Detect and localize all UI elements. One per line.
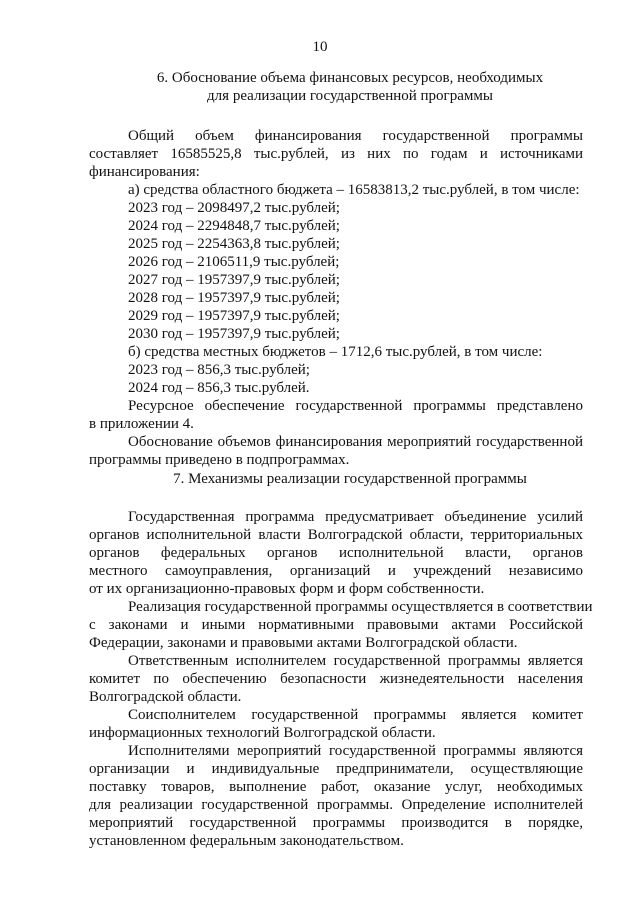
text-line: 2029 год – 1957397,9 тыс.рублей; [128, 308, 340, 324]
text-line: 2023 год – 856,3 тыс.рублей; [128, 362, 310, 378]
text-line: финансирования: [89, 164, 200, 180]
text-line: комитет по обеспечению безопасности жизнедеятельности населения [89, 671, 583, 687]
text-line: поставку товаров, выполнение работ, оказание услуг, необходимых [89, 779, 583, 795]
text-line: органов исполнительной власти Волгоградской области, территориальных [89, 527, 583, 543]
text-line: а) средства областного бюджета – 16583813,2 тыс.рублей, в том числе: [128, 182, 580, 198]
text-line: 2026 год – 2106511,9 тыс.рублей; [128, 254, 340, 270]
text-line: Волгоградской области. [89, 689, 242, 705]
text-line: б) средства местных бюджетов – 1712,6 тыс.рублей, в том числе: [128, 344, 543, 360]
text-line: 2023 год – 2098497,2 тыс.рублей; [128, 200, 340, 216]
text-line: составляет 16585525,8 тыс.рублей, из них по годам и источниками [89, 146, 583, 162]
text-line: Соисполнителем государственной программы является комитет [128, 707, 583, 723]
text-line: от их организационно-правовых форм и форм собственности. [89, 581, 485, 597]
section-7-heading: 7. Механизмы реализации государственной программы [173, 471, 527, 487]
section-6-heading-line-1: 6. Обоснование объема финансовых ресурсов, необходимых [156, 70, 544, 86]
text-line: программы приведено в подпрограммах. [89, 452, 350, 468]
text-line: 2024 год – 2294848,7 тыс.рублей; [128, 218, 340, 234]
text-line: органов федеральных органов исполнительной власти, органов [89, 545, 583, 561]
text-line: Общий объем финансирования государственной программы [128, 128, 583, 144]
text-line: установленном федеральным законодательством. [89, 833, 404, 849]
page-number: 10 [312, 39, 328, 55]
section-6-heading [60, 69, 640, 105]
text-line: Исполнителями мероприятий государственной программы являются [128, 743, 583, 759]
text-line: 2028 год – 1957397,9 тыс.рублей; [128, 290, 340, 306]
text-line: информационных технологий Волгоградской области. [89, 725, 436, 741]
text-line: 2027 год – 1957397,9 тыс.рублей; [128, 272, 340, 288]
text-line: Обоснование объемов финансирования мероприятий государственной [128, 434, 583, 450]
text-line: для реализации государственной программы. Определение исполнителей [89, 797, 583, 813]
text-line: Ресурсное обеспечение государственной программы представлено [128, 398, 583, 414]
text-line: местного самоуправления, организаций и учреждений независимо [89, 563, 583, 579]
text-line: в приложении 4. [89, 416, 194, 432]
text-line: мероприятий государственной программы производится в порядке, [89, 815, 583, 831]
section-6-heading-line-2: для реализации государственной программы [207, 88, 493, 104]
text-line: 2024 год – 856,3 тыс.рублей. [128, 380, 310, 396]
text-line: Федерации, законами и правовыми актами Волгоградской области. [89, 635, 518, 651]
text-line: Государственная программа предусматривает объединение усилий [128, 509, 583, 525]
text-line: с законами и иными нормативными правовыми актами Российской [89, 617, 583, 633]
text-line: 2030 год – 1957397,9 тыс.рублей; [128, 326, 340, 342]
text-line: организации и индивидуальные предприниматели, осуществляющие [89, 761, 583, 777]
text-line: 2025 год – 2254363,8 тыс.рублей; [128, 236, 340, 252]
text-line: Ответственным исполнителем государственной программы является [128, 653, 583, 669]
text-line: Реализация государственной программы осуществляется в соответствии [128, 599, 593, 615]
